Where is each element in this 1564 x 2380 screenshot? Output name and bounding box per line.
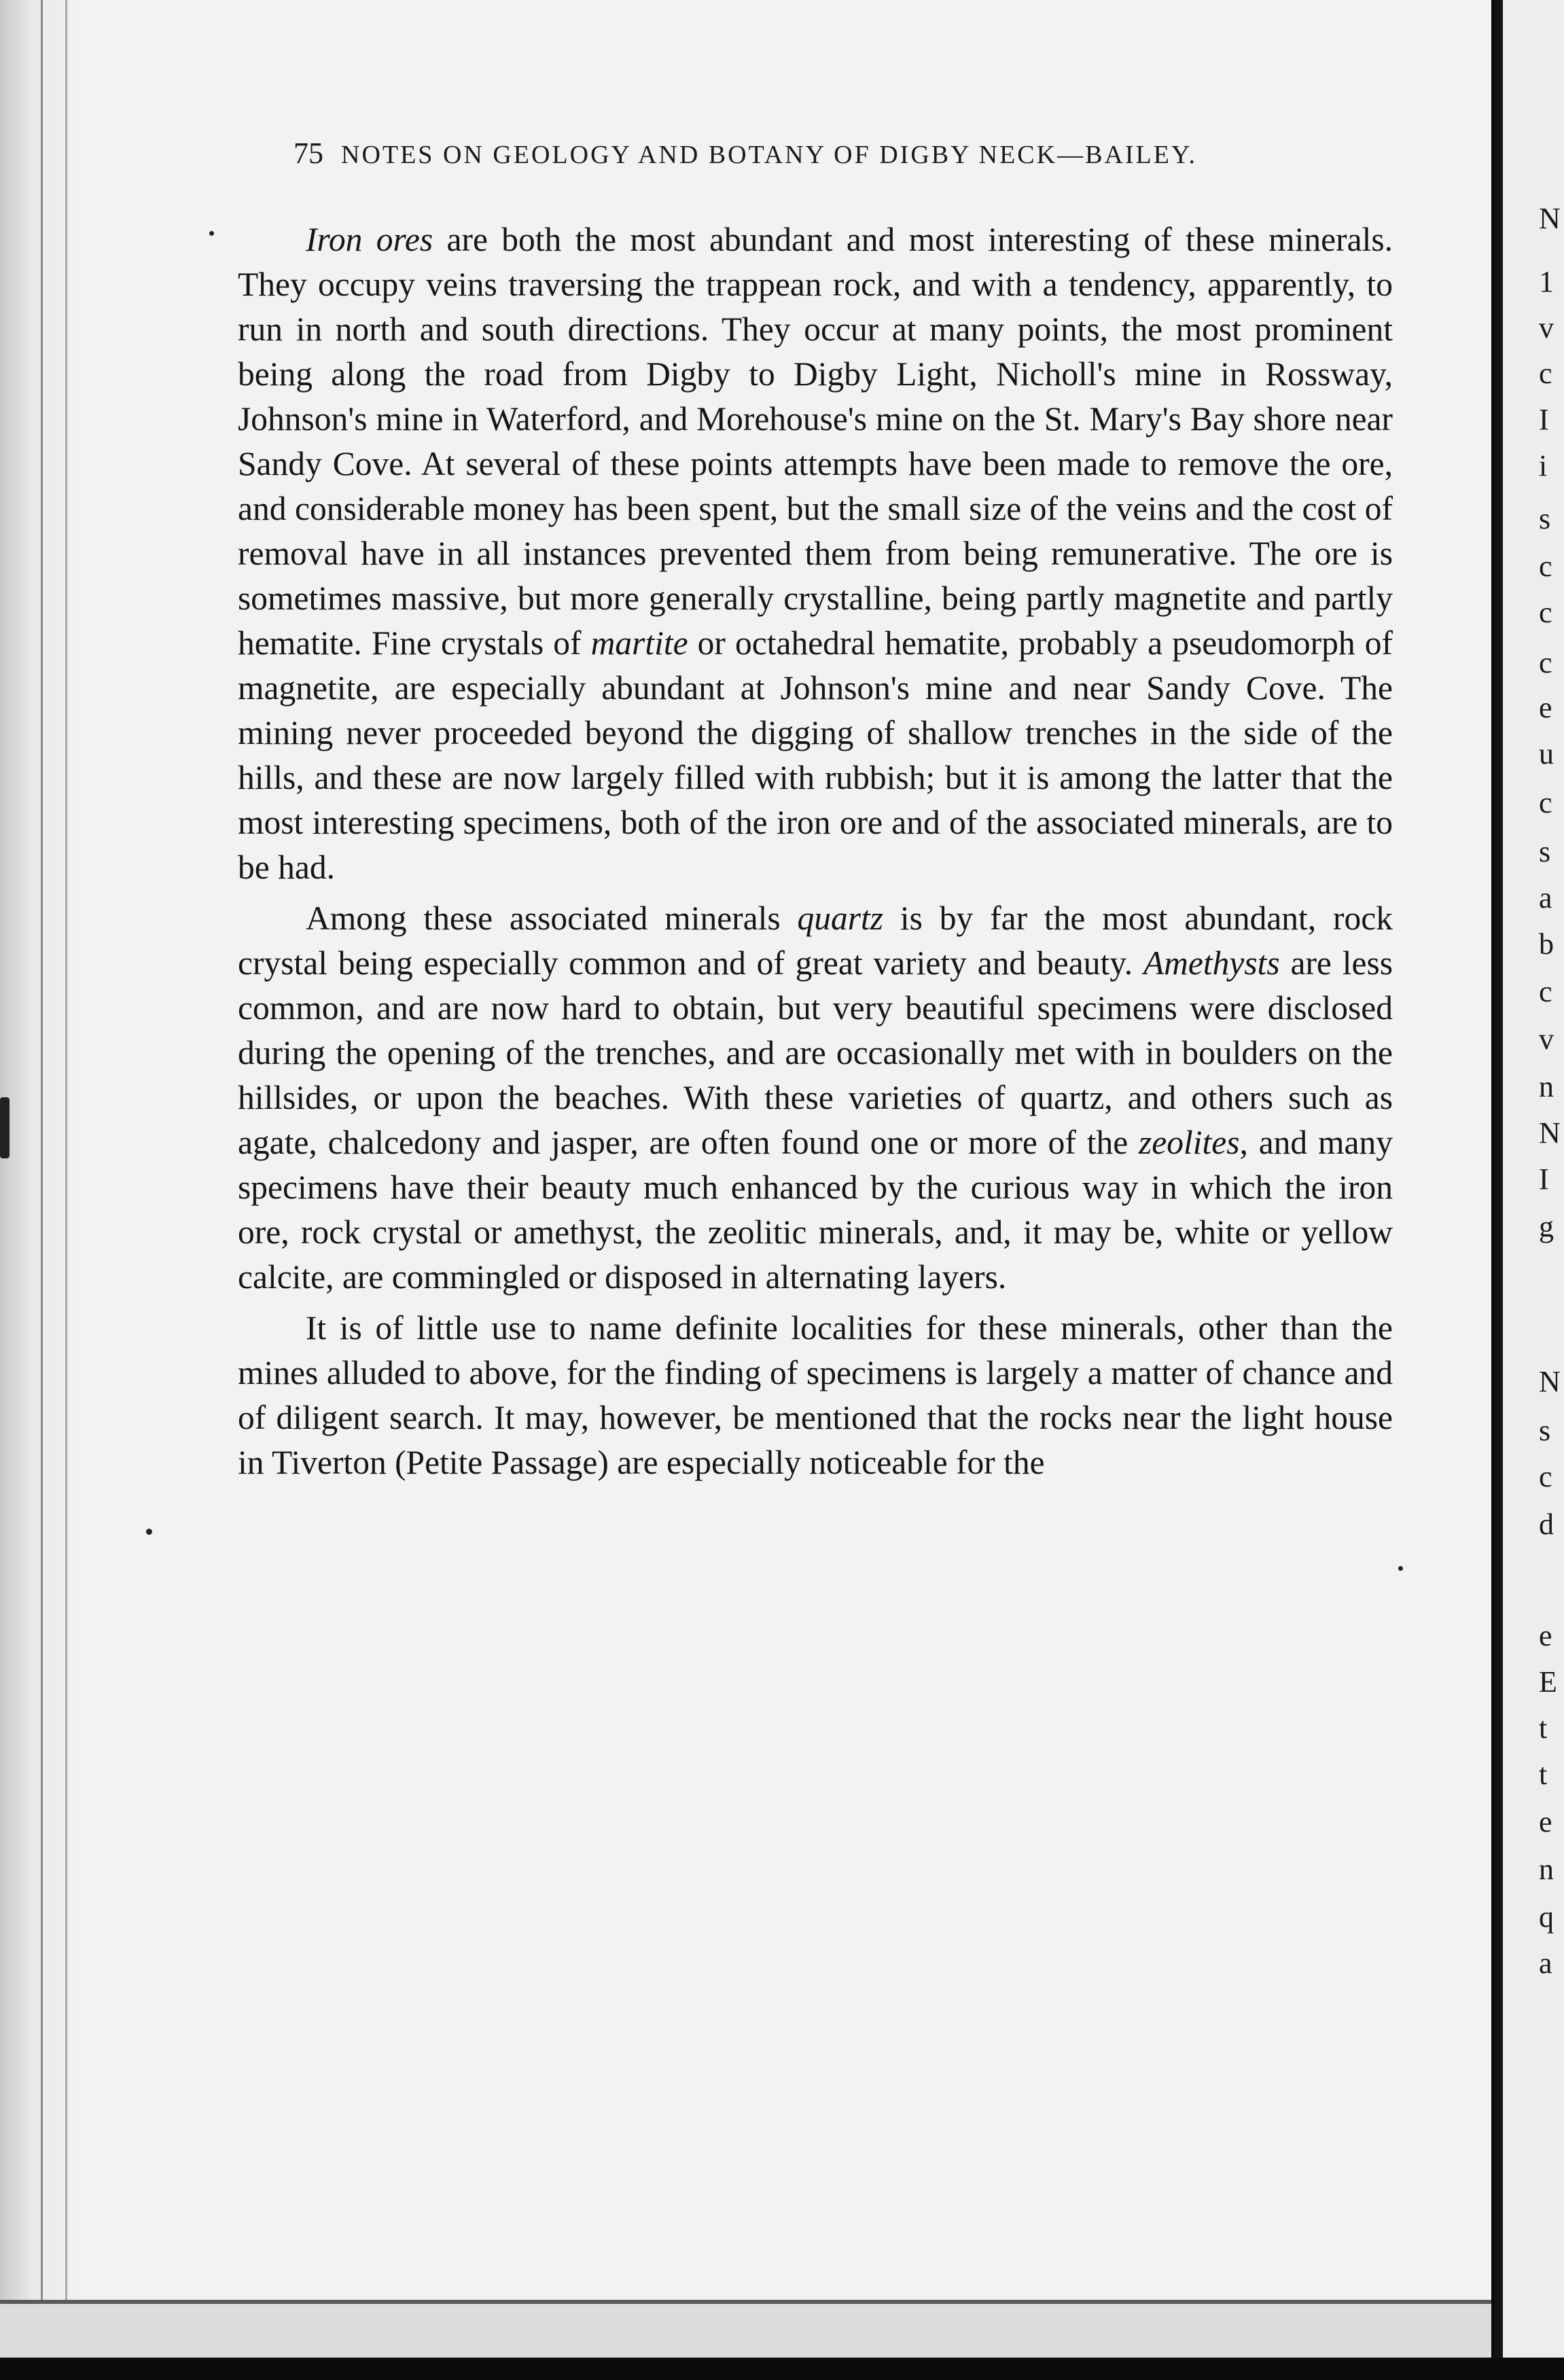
paragraph-quartz: [238, 896, 1393, 1300]
facing-page-letter: s: [1539, 1414, 1551, 1447]
scan-speck: [1398, 1566, 1403, 1571]
facing-page-letter: a: [1539, 1947, 1552, 1980]
facing-page-letter: g: [1539, 1210, 1554, 1243]
italic-term: quartz: [797, 900, 884, 937]
gutter-line: [41, 0, 43, 2358]
gutter-line: [65, 0, 67, 2358]
facing-page-letter: c: [1539, 550, 1552, 583]
paragraph-text: are less common, and are now hard to obtain, but very beautiful specimens were disclosed during the opening of the trenches, and are occasionally met with in boulders on the hillsides, or upon the beaches. With these varieties of quartz, and others such as agate, chalcedony and jasper, are often found one or more of the: [238, 944, 1393, 1161]
facing-page-letter: a: [1539, 881, 1552, 914]
paragraph-text: or octahedral hematite, probably a pseudomorph of magnetite, are especially abundant at Johnson's mine and near Sandy Cove. The mining never proceeded beyond the digging of shallow trenches in the side of the hills, and these are now largely filled with rubbish; but it is among the latter that the most interesting specimens, both of the iron ore and of the associated minerals, are to be had.: [238, 624, 1393, 886]
facing-page-letter: c: [1539, 975, 1552, 1008]
paragraph-text: Among these associated minerals: [306, 900, 798, 937]
facing-page-letter: u: [1539, 737, 1554, 770]
facing-page-letter: i: [1539, 449, 1548, 482]
running-header: [294, 136, 1387, 183]
facing-page-letter: c: [1539, 596, 1552, 629]
paragraph-text: is by far the most abundant, rock crystal being especially common and of great variety and beauty.: [238, 900, 1393, 982]
facing-page-letter: I: [1539, 403, 1549, 436]
facing-page-letter: v: [1539, 311, 1554, 344]
running-title: NOTES ON GEOLOGY AND BOTANY OF DIGBY NECK—BAILEY.: [341, 141, 1198, 169]
facing-page-letter: s: [1539, 835, 1551, 868]
paragraph-text: It is of little use to name definite localities for these minerals, other than the mines alluded to above, for the finding of specimens is largely a matter of chance and of diligent search. It may, however, be mentioned that the rocks near the light house in Tiverton (Petite Passage) are especially noticeable for the: [238, 1309, 1393, 1481]
italic-term: martite: [590, 624, 688, 662]
facing-page-letter: c: [1539, 357, 1552, 390]
scan-speck: [209, 231, 214, 236]
italic-term: zeolites: [1139, 1124, 1240, 1161]
facing-page-edge: [1495, 0, 1564, 2358]
facing-page-letter: t: [1539, 1711, 1548, 1745]
facing-page-letter: E: [1539, 1665, 1557, 1699]
facing-page-letter: N: [1539, 1116, 1561, 1150]
scan-speck: [0, 1097, 10, 1158]
page-bottom-strip: [0, 2304, 1491, 2358]
facing-page-letter: q: [1539, 1900, 1554, 1934]
facing-page-letter: I: [1539, 1162, 1549, 1196]
facing-page-letter: e: [1539, 691, 1552, 724]
facing-page-letter: n: [1539, 1070, 1554, 1103]
facing-page-letter: N: [1539, 1365, 1561, 1398]
facing-page-letter: c: [1539, 646, 1552, 679]
facing-page-letter: b: [1539, 927, 1554, 961]
paragraph-text: , and many specimens have their beauty much enhanced by the curious way in which the iron ore, rock crystal or amethyst, the zeolitic minerals, and, it may be, white or yellow calcite, are commingled or disposed in alternating layers.: [238, 1124, 1393, 1296]
facing-page-letter: d: [1539, 1508, 1554, 1541]
facing-page-letter: e: [1539, 1805, 1552, 1839]
paragraph-text: are both the most abundant and most interesting of these minerals. They occupy veins traversing the trappean rock, and with a tendency, apparently, to run in north and south directions. They occur at many points, the most prominent being along the road from Digby to Digby Light, Nicholl's mine in Rossway, Johnson's mine in Waterford, and Morehouse's mine on the St. Mary's Bay shore near Sandy Cove. At several of these points attempts have been made to remove the ore, and considerable money has been spent, but the small size of the veins and the cost of removal have in all instances prevented them from being remunerative. The ore is sometimes massive, but more generally crystalline, being partly magnetite and partly hematite. Fine crystals of: [238, 221, 1393, 662]
facing-page-letter: c: [1539, 786, 1552, 819]
facing-page-letter: v: [1539, 1023, 1554, 1056]
scan-speck: [146, 1529, 152, 1535]
italic-term: Amethysts: [1143, 944, 1280, 982]
paragraph-iron-ores: [238, 217, 1393, 890]
italic-term: Iron ores: [306, 221, 433, 258]
body-text: [238, 217, 1393, 1491]
facing-page-letter: 1: [1539, 265, 1554, 298]
facing-page-letter: t: [1539, 1758, 1548, 1791]
facing-page-letter: n: [1539, 1853, 1554, 1886]
paragraph-localities: [238, 1306, 1393, 1485]
facing-page-letter: N: [1539, 202, 1561, 235]
facing-page-letter: e: [1539, 1619, 1552, 1652]
facing-page-letter: c: [1539, 1460, 1552, 1493]
page-number: 75: [294, 137, 323, 170]
facing-page-letter: s: [1539, 502, 1551, 535]
